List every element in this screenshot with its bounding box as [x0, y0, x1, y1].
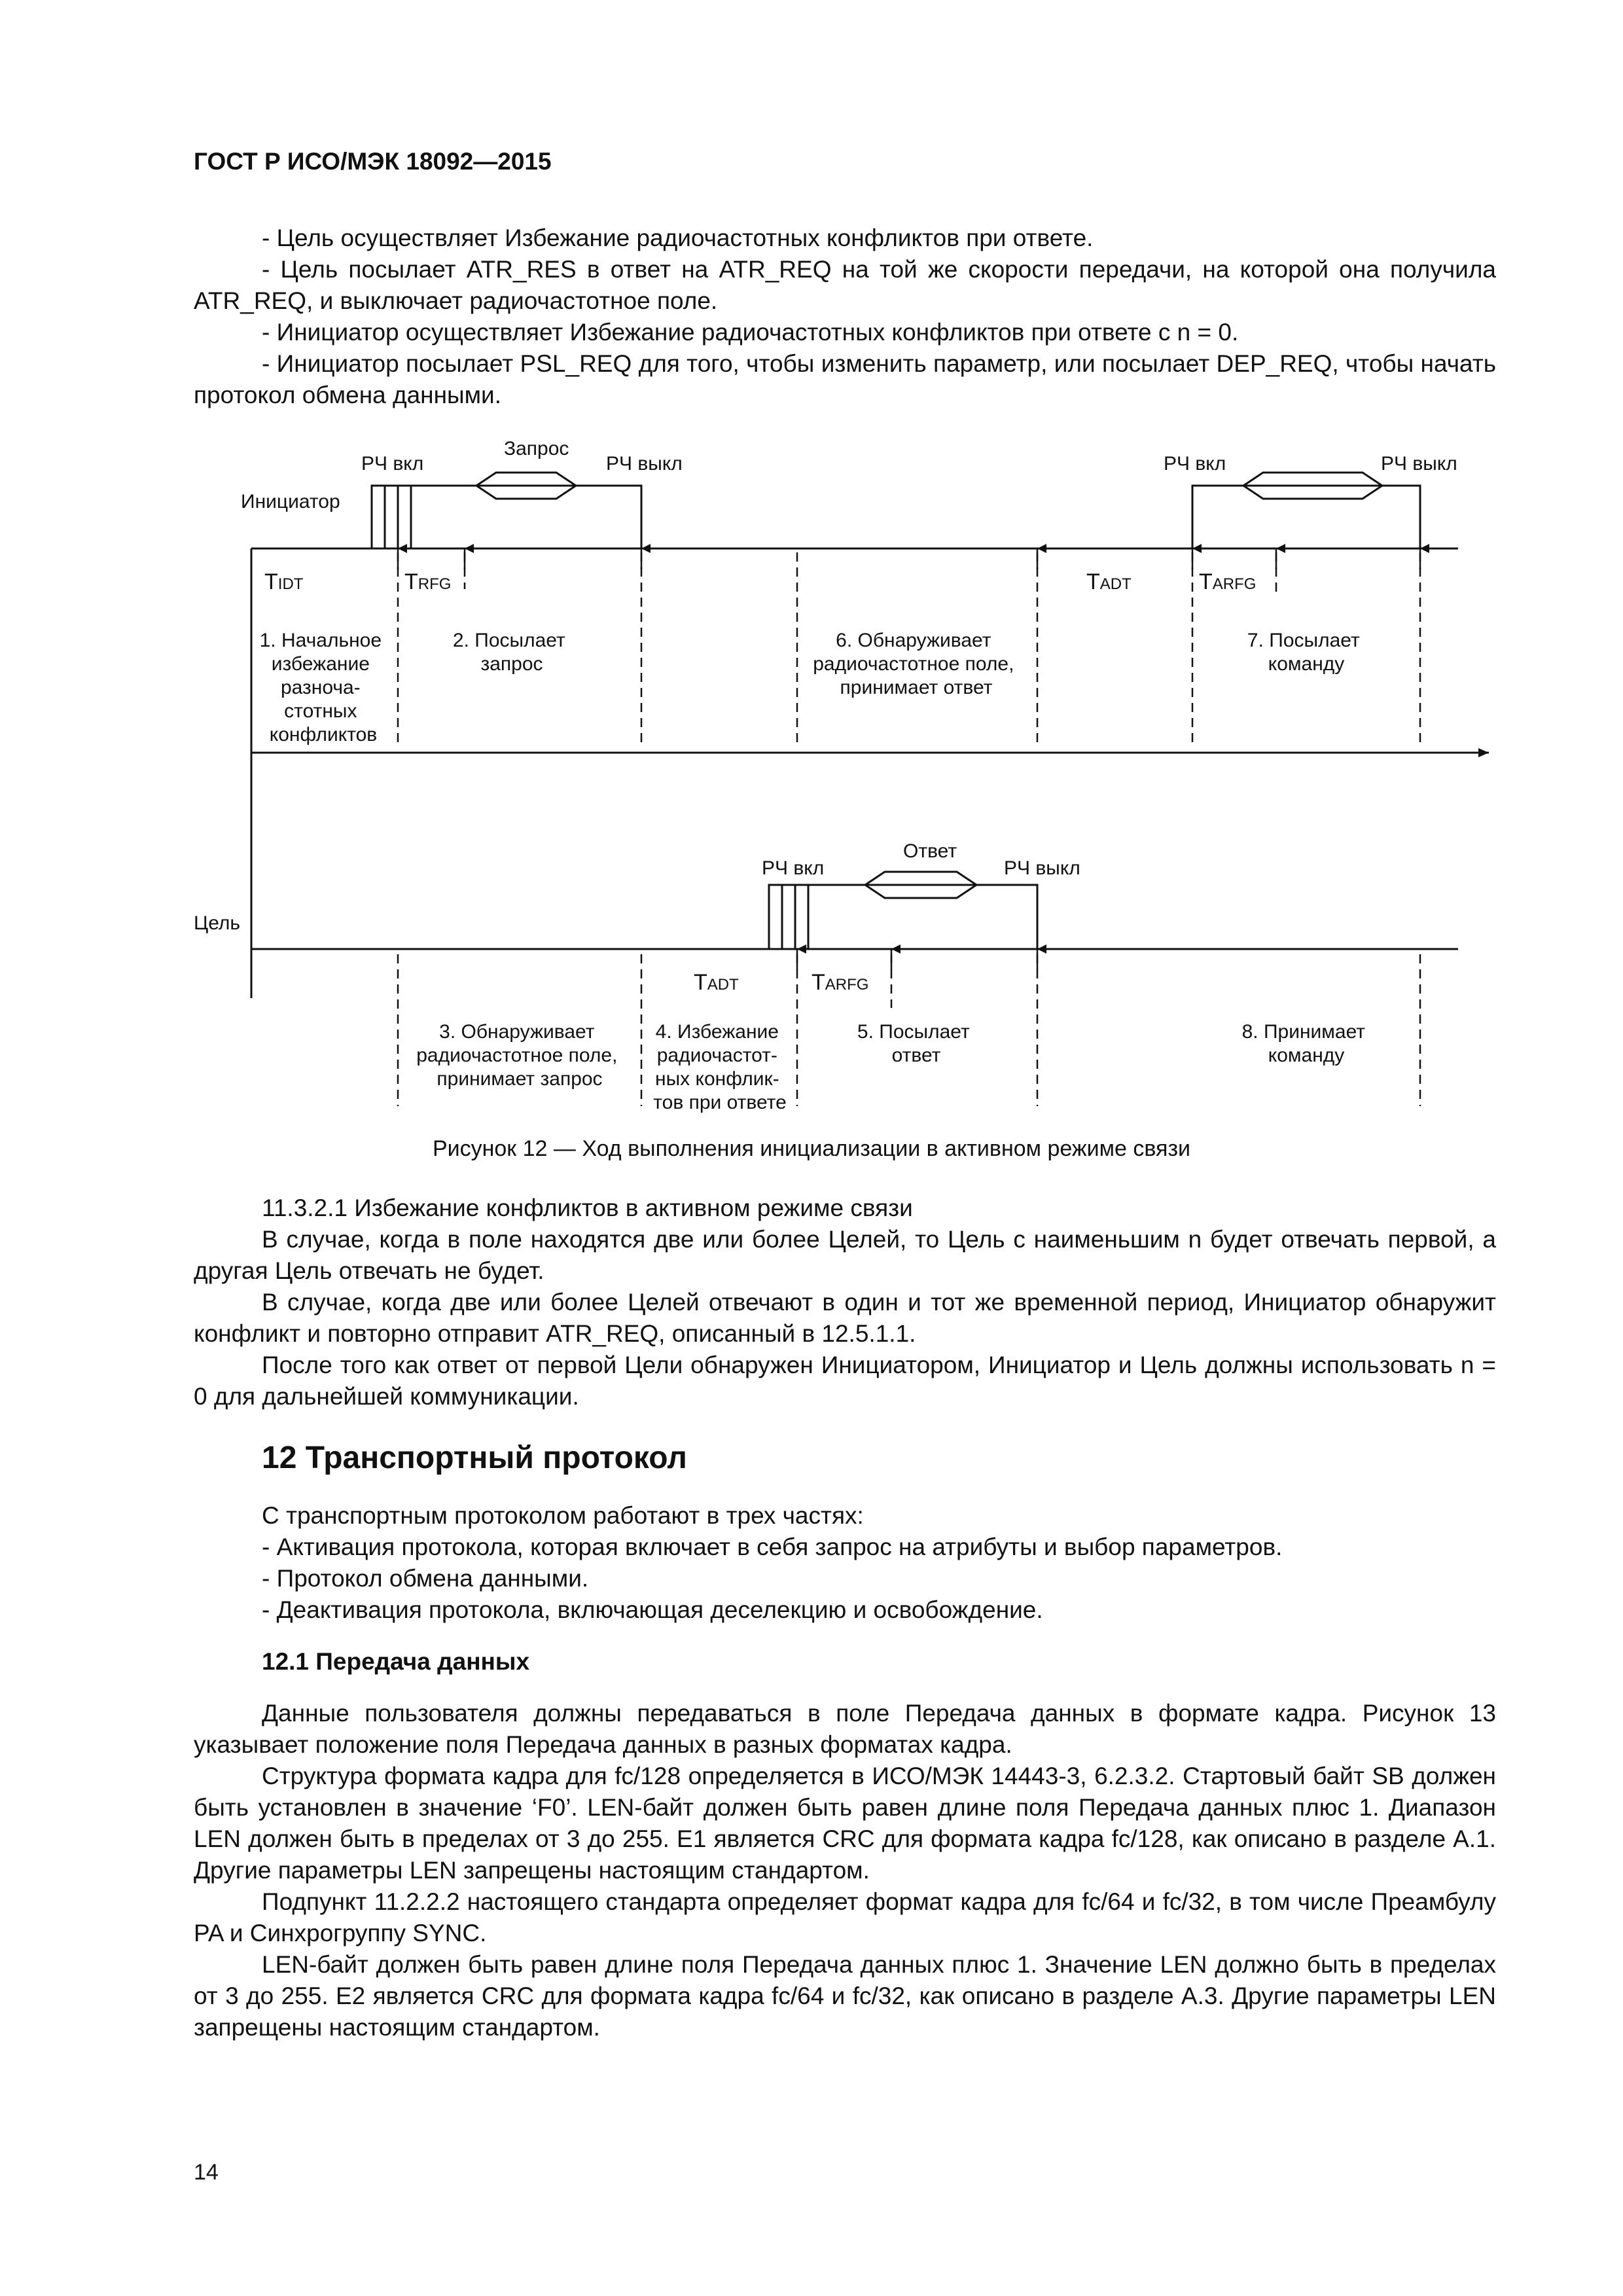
rf-off-label: РЧ выкл — [1004, 857, 1080, 879]
time-label-tadt: TADT — [1086, 569, 1132, 594]
intro-line: - Инициатор посылает PSL_REQ для того, чтобы изменить параметр, или посылает DEP_REQ, чтобы начать протокол обмена данными. — [194, 350, 1496, 408]
row-label-target: Цель — [194, 912, 241, 934]
rf-on-label: РЧ вкл — [1164, 453, 1226, 475]
step-8: 8. Принимает команду — [1241, 1021, 1366, 1066]
document-header: ГОСТ Р ИСО/МЭК 18092—2015 — [194, 148, 552, 175]
time-label-tarfg: TARFG — [1199, 569, 1257, 594]
paragraph: После того как ответ от первой Цели обнаружен Инициатором, Инициатор и Цель должны использовать n = 0 для дальнейшей коммуникации. — [194, 1352, 1496, 1410]
time-label-tarfg: TARFG — [812, 970, 869, 995]
initiator-command-signal — [1192, 473, 1420, 548]
step-4: 4. Избежание радиочастот- ных конфлик- тов при ответе — [653, 1021, 787, 1113]
section-12-body — [194, 1500, 1496, 1626]
subsection-title: 11.3.2.1 Избежание конфликтов в активном режиме связи — [262, 1194, 913, 1221]
paragraph: В случае, когда в поле находятся две или более Целей, то Цель с наименьшим n будет отвечать первой, а другая Цель отвечать не будет. — [194, 1226, 1496, 1284]
step-5: 5. Посылает ответ — [857, 1021, 970, 1066]
step-1: 1. Начальное избежание разноча- стотных конфликтов — [259, 630, 382, 745]
rf-on-label: РЧ вкл — [762, 857, 825, 879]
step-7: 7. Посылает команду — [1247, 630, 1360, 675]
answer-label: Ответ — [903, 840, 957, 862]
paragraph: В случае, когда две или более Целей отвечают в один и тот же временной период, Инициатор обнаружит конфликт и повторно отправит ATR_REQ, описанный в 12.5.1.1. — [194, 1289, 1496, 1347]
section-heading-12: 12 Транспортный протокол — [262, 1441, 687, 1475]
request-label: Запрос — [504, 438, 569, 459]
paragraph: Данные пользователя должны передаваться в поле Передача данных в формате кадра. Рисунок 13 указывает положение поля Передача данных в разных форматах кадра. — [194, 1700, 1496, 1758]
paragraph: С транспортным протоколом работают в трех частях: — [262, 1502, 864, 1529]
initiator-rf-signal — [372, 473, 641, 548]
section-11-3-2-1 — [194, 1193, 1496, 1412]
list-item: - Активация протокола, которая включает в себя запрос на атрибуты и выбор параметров. — [262, 1534, 1283, 1560]
page-number: 14 — [194, 2160, 219, 2185]
section-heading-12-1: 12.1 Передача данных — [262, 1648, 530, 1675]
target-rf-signal — [769, 872, 1037, 949]
paragraph: LEN-байт должен быть равен длине поля Передача данных плюс 1. Значение LEN должно быть в пределах от 3 до 255. E2 является CRC для формата кадра fc/64 и fc/32, как описано в разделе A.3. Другие параметры LEN запрещены настоящим стандартом. — [194, 1951, 1496, 2041]
time-label-tadt: TADT — [694, 970, 739, 995]
row-label-initiator: Инициатор — [241, 491, 340, 512]
time-label-tidt: TIDT — [264, 569, 304, 594]
list-item: - Протокол обмена данными. — [262, 1565, 589, 1592]
list-item: - Деактивация протокола, включающая деселекцию и освобождение. — [262, 1596, 1043, 1623]
step-2: 2. Посылает запрос — [452, 630, 565, 675]
rf-off-label: РЧ выкл — [1381, 453, 1457, 475]
rf-off-label: РЧ выкл — [606, 453, 683, 475]
intro-line: - Цель осуществляет Избежание радиочастотных конфликтов при ответе. — [262, 224, 1094, 251]
intro-line: - Инициатор осуществляет Избежание радиочастотных конфликтов при ответе с n = 0. — [262, 319, 1239, 346]
paragraph: Подпункт 11.2.2.2 настоящего стандарта определяет формат кадра для fc/64 и fc/32, в том числе Преамбулу PA и Синхрогруппу SYNC. — [194, 1888, 1496, 1946]
rf-on-label: РЧ вкл — [361, 453, 424, 475]
paragraph: Структура формата кадра для fc/128 определяется в ИСО/МЭК 14443-3, 6.2.3.2. Стартовый байт SB должен быть установлен в значение ‘F0’. LEN-байт должен быть равен длине поля Передача данных плюс 1. Диапазон LEN должен быть в пределах от 3 до 255. E1 является CRC для формата кадра fc/128, как описано в разделе A.1. Другие параметры LEN запрещены настоящим стандартом. — [194, 1763, 1496, 1884]
step-6: 6. Обнаруживает радиочастотное поле, принимает ответ — [813, 630, 1014, 698]
time-arrows — [398, 548, 1420, 970]
section-12-1-body — [194, 1698, 1496, 2043]
figure-caption: Рисунок 12 — Ход выполнения инициализации в активном режиме связи — [432, 1136, 1191, 1161]
time-label-trfg: TRFG — [404, 569, 452, 594]
intro-line: - Цель посылает ATR_RES в ответ на ATR_REQ на той же скорости передачи, на которой она получила ATR_REQ, и выключает радиочастотное поле. — [194, 256, 1496, 314]
step-3: 3. Обнаруживает радиочастотное поле, принимает запрос — [416, 1021, 618, 1090]
